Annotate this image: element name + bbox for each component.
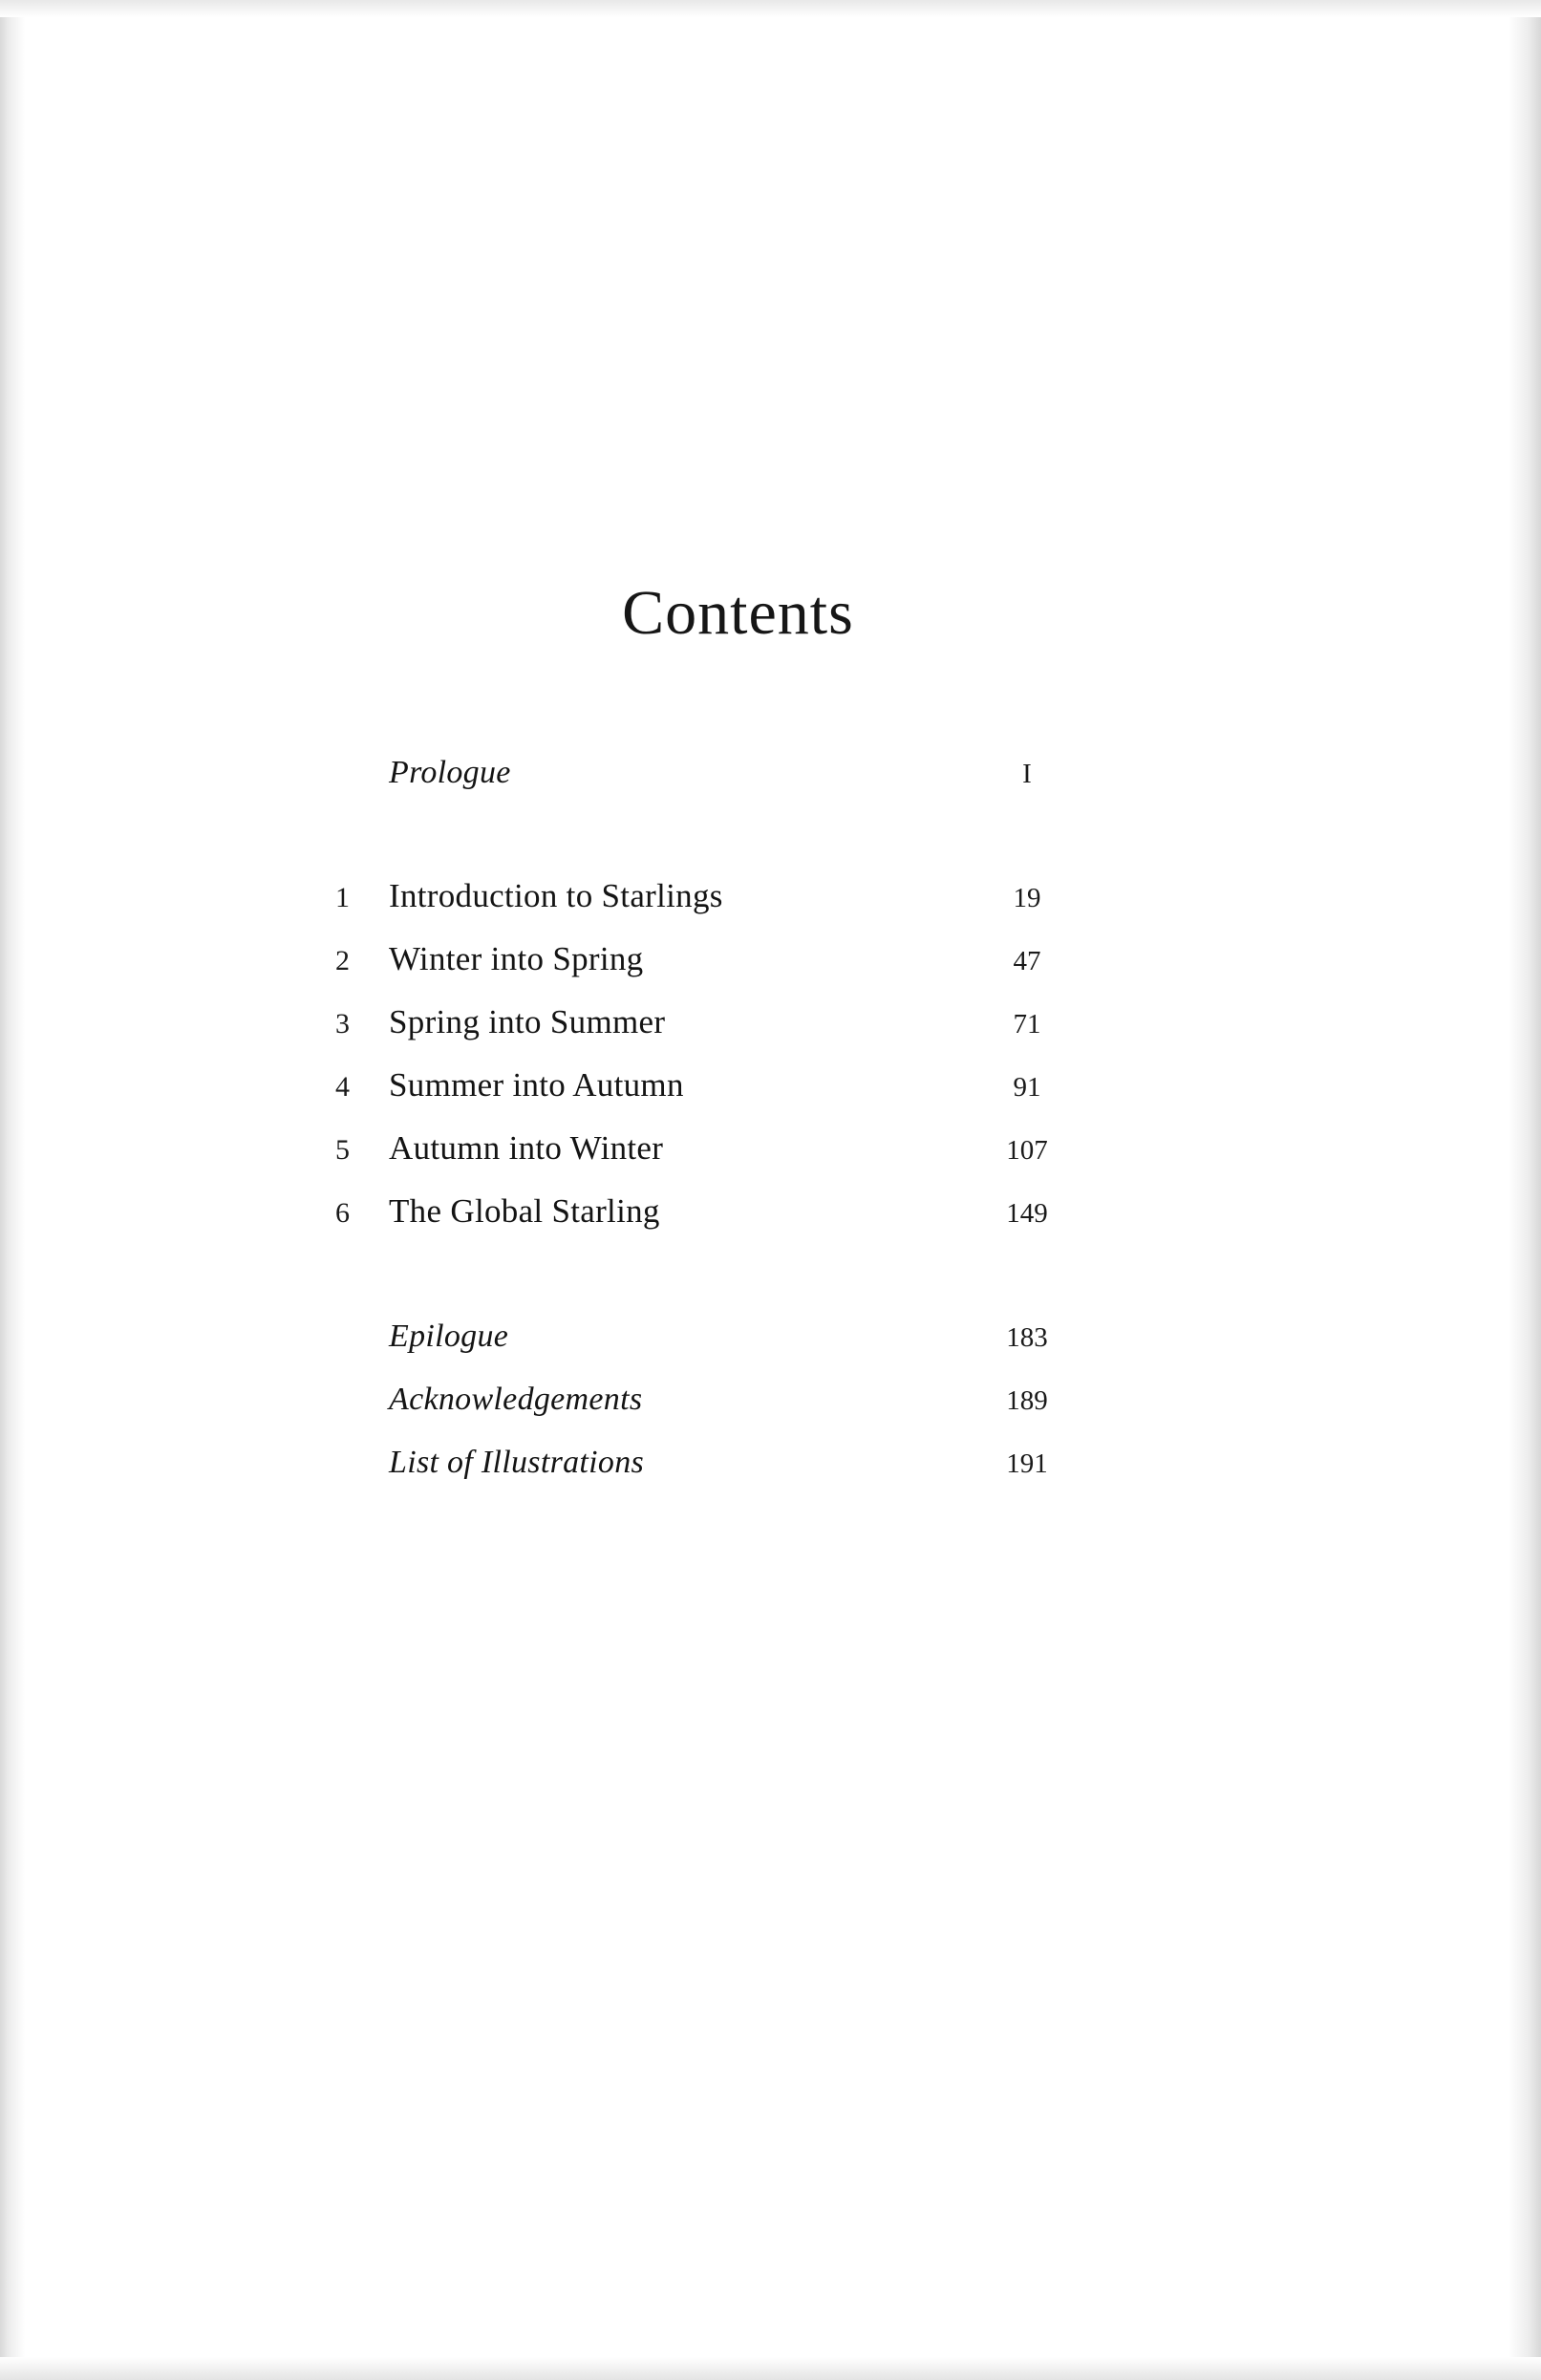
page-edge-shadow-right	[1509, 0, 1541, 2380]
toc-entry-chapter-3[interactable]	[330, 1003, 1084, 1066]
toc-entry-label: Introduction to Starlings	[389, 877, 723, 914]
toc-entry-label: Spring into Summer	[389, 1003, 666, 1040]
toc-entry-acknowledgements[interactable]	[330, 1382, 1084, 1445]
toc-entry-page: 189	[1006, 1385, 1048, 1416]
toc-entry-number: 1	[335, 882, 350, 913]
toc-entry-label: Acknowledgements	[389, 1382, 643, 1417]
toc-entry-page: 19	[1013, 883, 1041, 913]
toc-entry-chapter-2[interactable]	[330, 940, 1084, 1003]
toc-entry-number: 5	[335, 1134, 350, 1166]
toc-entry-label: The Global Starling	[389, 1192, 660, 1230]
toc-spacer	[330, 818, 1084, 877]
toc-entry-page: 183	[1006, 1322, 1048, 1353]
table-of-contents	[330, 755, 1084, 1508]
page-edge-shadow-left	[0, 0, 25, 2380]
page-title: Contents	[622, 578, 854, 649]
toc-entry-prologue[interactable]	[330, 755, 1084, 818]
toc-entry-page: 107	[1006, 1135, 1048, 1166]
toc-entry-page: 47	[1013, 946, 1041, 976]
toc-entry-chapter-5[interactable]	[330, 1129, 1084, 1192]
toc-entry-label: Summer into Autumn	[389, 1066, 684, 1104]
page-edge-shadow-bottom	[0, 2357, 1541, 2380]
toc-entry-label: List of Illustrations	[389, 1445, 645, 1480]
toc-entry-page: 149	[1006, 1198, 1048, 1229]
toc-entry-page: 71	[1013, 1009, 1041, 1040]
toc-entry-number: 4	[335, 1071, 350, 1103]
toc-entry-chapter-6[interactable]	[330, 1192, 1084, 1255]
toc-entry-epilogue[interactable]	[330, 1319, 1084, 1382]
toc-entry-label: Prologue	[389, 755, 511, 790]
page-edge-shadow-top	[0, 0, 1541, 17]
toc-entry-number: 2	[335, 945, 350, 976]
toc-entry-number: 6	[335, 1197, 350, 1229]
toc-entry-label: Winter into Spring	[389, 940, 644, 977]
toc-entry-page: 191	[1006, 1448, 1048, 1479]
toc-entry-label: Epilogue	[389, 1319, 509, 1354]
toc-entry-list-of-illustrations[interactable]	[330, 1445, 1084, 1508]
toc-entry-chapter-4[interactable]	[330, 1066, 1084, 1129]
toc-entry-chapter-1[interactable]	[330, 877, 1084, 940]
toc-spacer	[330, 1255, 1084, 1319]
toc-entry-page: I	[1022, 759, 1032, 789]
toc-entry-page: 91	[1013, 1072, 1041, 1103]
toc-entry-label: Autumn into Winter	[389, 1129, 664, 1167]
toc-entry-number: 3	[335, 1008, 350, 1040]
